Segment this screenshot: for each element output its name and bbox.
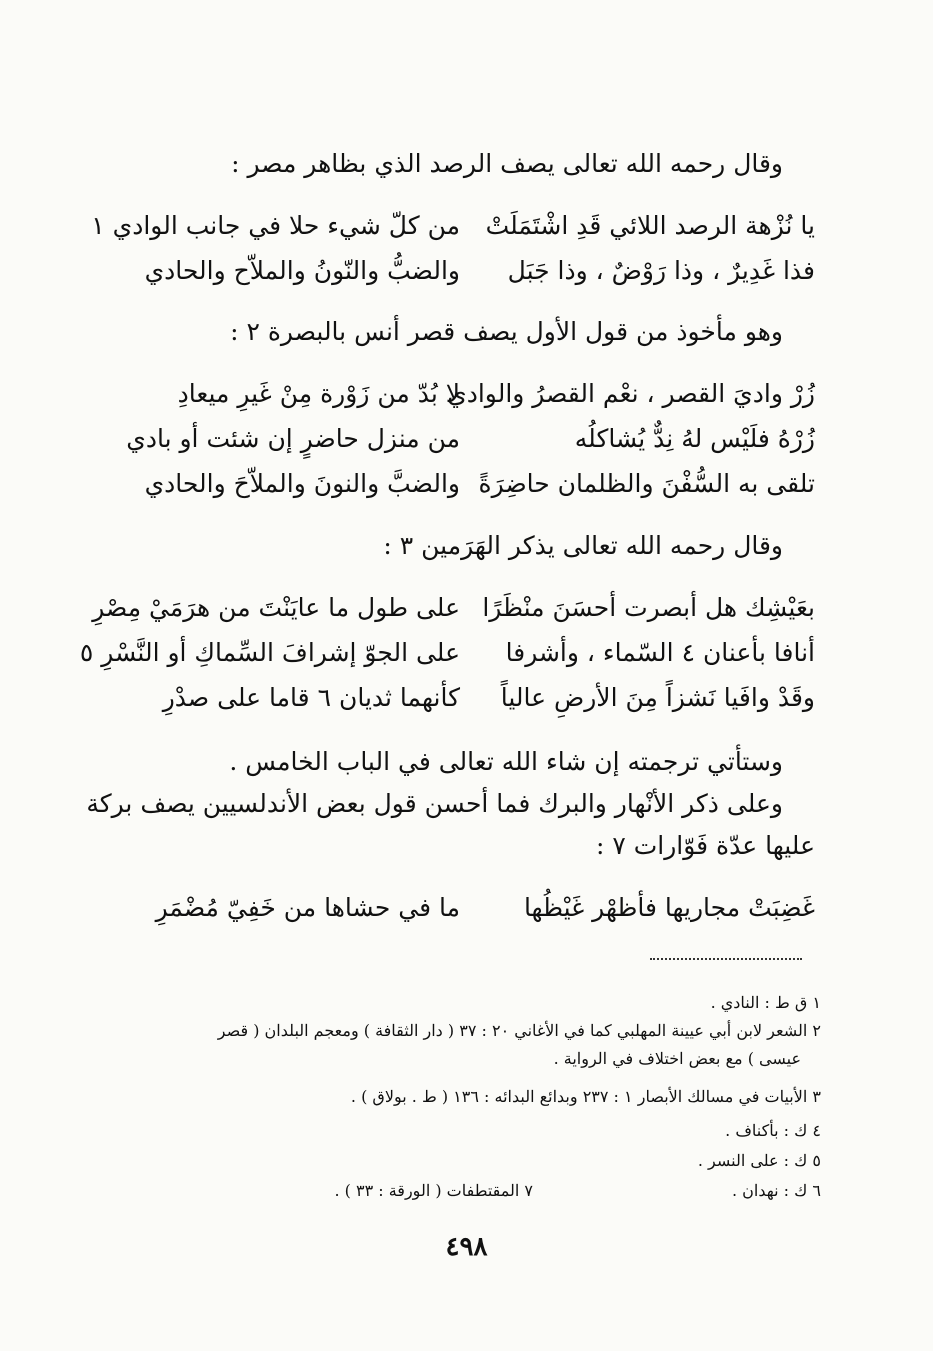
footnote-5: ٥ ك : على النسر . (697, 1151, 821, 1170)
verse-line (110, 888, 815, 932)
verse-line (110, 251, 815, 295)
verse-second-hemistich: والضبَّ والنونَ والملاّحَ والحادي (144, 469, 460, 498)
verse-line (110, 678, 815, 722)
verse-second-hemistich: من كلّ شيء حلا في جانب الوادي ١ (91, 211, 460, 240)
verse-first-hemistich: زُرْهُ فلَيْس لهُ نِدٌّ يُشاكلُه (574, 424, 815, 453)
verse-second-hemistich: كأنهما ثديان ٦ قاما على صدْرِ (162, 683, 460, 712)
verse-first-hemistich: زُرْ واديَ القصر ، نعْم القصرُ والوادي (447, 379, 815, 408)
verse-first-hemistich: يا نُزْهة الرصد اللائي قَدِ اشْتَمَلَتْ (485, 211, 815, 240)
intro-line-3: وقال رحمه الله تعالى يذكر الهَرَمين ٣ : (383, 531, 783, 560)
paragraph-line-1: وعلى ذكر الأنْهار والبرك فما أحسن قول بعض الأندلسيين يصف بركة (86, 789, 783, 818)
footnote-3: ٣ الأبيات في مسالك الأبصار ١ : ٢٣٧ وبدائع البدائه : ١٣٦ ( ط . بولاق ) . (350, 1087, 821, 1106)
verse-second-hemistich: على طول ما عايَنْتَ من هرَمَيْ مِصْرِ (92, 593, 460, 622)
verse-line (91, 206, 815, 250)
verse-second-hemistich: ما في حشاها من خَفِيّ مُضْمَرِ (155, 893, 460, 922)
footnote-6: ٦ ك : نهدان . (731, 1181, 821, 1200)
verse-first-hemistich: تلقى به السُّفْنَ والظلمان حاضِرَةً (478, 469, 815, 498)
verse-line (92, 588, 815, 632)
intro-line-1: وقال رحمه الله تعالى يصف الرصد الذي بظاهر مصر : (231, 149, 783, 178)
verse-first-hemistich: أنافا بأعنان ٤ السّماء ، وأشرفا (505, 638, 815, 667)
verse-line (79, 633, 815, 677)
footnote-1: ١ ق ط : النادي . (710, 993, 821, 1012)
verse-first-hemistich: غَضِبَتْ مجاريها فأظهْر غَيْظُها (523, 893, 815, 922)
verse-first-hemistich: وقَدْ وافَيا نَشزاً مِنَ الأرضِ عالياً (500, 683, 815, 712)
footnote-2: ٢ الشعر لابن أبي عيينة المهلبي كما في الأغاني ٢٠ : ٣٧ ( دار الثقافة ) ومعجم البلدان ( قصر (217, 1021, 821, 1040)
verse-first-hemistich: بعَيْشِك هل أبصرت أحسَنَ منْظَرًا (482, 593, 815, 622)
verse-second-hemistich: من منزل حاضرٍ إن شئت أو بادي (126, 424, 460, 453)
verse-second-hemistich: والضبُّ والنّونُ والملاّح والحادي (144, 256, 460, 285)
verse-line (110, 464, 815, 508)
verse-second-hemistich: لا بُدّ من زَوْرة مِنْ غَيرِ ميعادِ (177, 379, 460, 408)
footnote-divider (650, 958, 802, 960)
intro-line-2: وهو مأخوذ من قول الأول يصف قصر أنس بالبصرة ٢ : (230, 317, 783, 346)
footnote-2-continued: عيسى ) مع بعض اختلاف في الرواية . (553, 1049, 801, 1068)
verse-first-hemistich: فذا غَدِيرٌ ، وذا رَوْضٌ ، وذا جَبَل (507, 256, 815, 285)
footnote-7: ٧ المقتطفات ( الورقة : ٣٣ ) . (334, 1181, 533, 1200)
paragraph-line-2: عليها عدّة فَوّارات ٧ : (595, 831, 815, 860)
verse-second-hemistich: على الجوّ إشرافَ السِّماكِ أو النَّسْرِ ٥ (79, 638, 460, 667)
verse-line (110, 374, 815, 418)
footnote-4: ٤ ك : بأكناف . (725, 1121, 821, 1140)
verse-line (110, 419, 815, 463)
page-number: ٤٩٨ (445, 1232, 488, 1262)
note-line: وستأتي ترجمته إن شاء الله تعالى في الباب الخامس . (229, 747, 783, 776)
